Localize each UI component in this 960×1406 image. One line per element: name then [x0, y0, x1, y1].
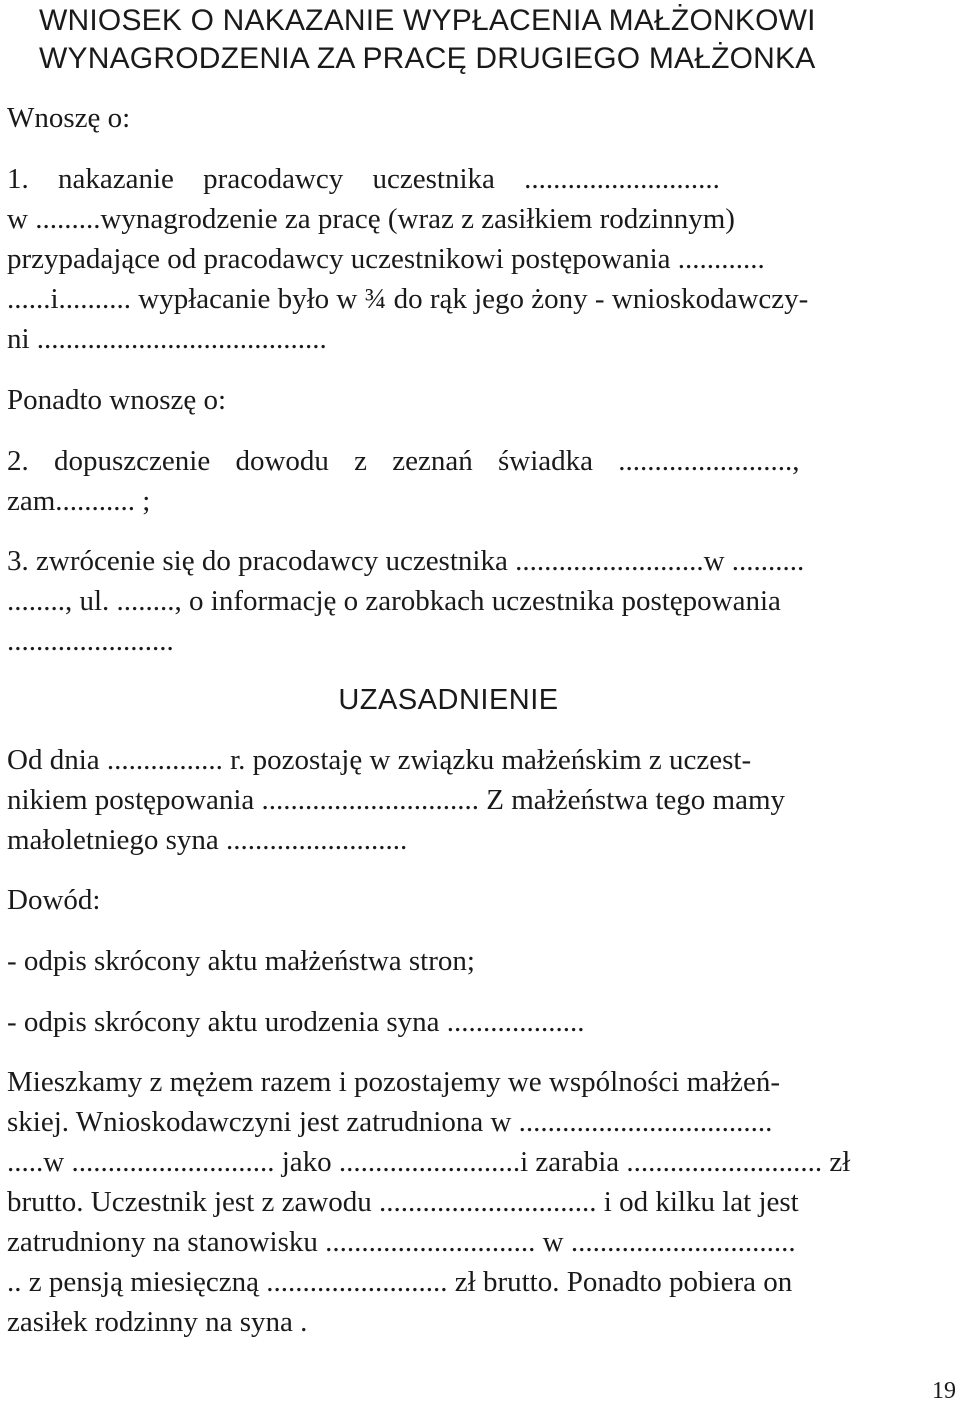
closing-line: .. z pensją miesięczną ......................... zł brutto. Ponadto pobiera on	[7, 1266, 793, 1298]
further-intro: Ponadto wnoszę o:	[7, 384, 227, 416]
closing-line: Mieszkamy z mężem razem i pozostajemy we wspólności małżeń-	[7, 1066, 781, 1098]
evidence-item: - odpis skrócony aktu urodzenia syna ...................	[7, 1006, 585, 1038]
justification-paragraph	[7, 740, 890, 860]
evidence-heading: Dowód:	[7, 884, 101, 916]
item-3	[7, 541, 890, 661]
item-1-line: ......i.......... wypłacanie było w ¾ do rąk jego żony - wnioskodawczy-	[7, 283, 809, 315]
document-page	[7, 0, 890, 1342]
item-3-line: ........, ul. ........, o informację o zarobkach uczestnika postępowania	[7, 585, 781, 617]
item-3-line: .......................	[7, 625, 174, 657]
title-line: WNIOSEK O NAKAZANIE WYPŁACENIA MAŁŻONKOWI	[39, 4, 816, 37]
document-title	[7, 0, 890, 78]
closing-line: brutto. Uczestnik jest z zawodu .............................. i od kilku lat jest	[7, 1186, 799, 1218]
closing-line: .....w ............................ jako .........................i zarabia ........................... zł	[7, 1146, 851, 1178]
item-2-line: zam........... ;	[7, 485, 151, 517]
page-number: 19	[932, 1378, 956, 1404]
item-1-line: ni ........................................	[7, 323, 327, 355]
item-2	[7, 441, 890, 521]
item-1-line: w .........wynagrodzenie za pracę (wraz z zasiłkiem rodzinnym)	[7, 203, 735, 235]
request-intro: Wnoszę o:	[7, 102, 131, 134]
evidence-item: - odpis skrócony aktu małżeństwa stron;	[7, 945, 475, 977]
item-1	[7, 159, 890, 359]
item-1-line: 1. nakazanie pracodawcy uczestnika ...........................	[7, 163, 720, 195]
closing-line: zatrudniony na stanowisku ............................. w ...............................	[7, 1226, 796, 1258]
item-3-line: 3. zwrócenie się do pracodawcy uczestnika ..........................w ..........	[7, 545, 805, 577]
closing-line: skiej. Wnioskodawczyni jest zatrudniona w ...................................	[7, 1106, 773, 1138]
item-2-line: 2. dopuszczenie dowodu z zeznań świadka ........................,	[7, 445, 800, 477]
closing-line: zasiłek rodzinny na syna .	[7, 1306, 308, 1338]
justification-heading: UZASADNIENIE	[338, 684, 559, 716]
item-1-line: przypadające od pracodawcy uczestnikowi postępowania ............	[7, 243, 765, 275]
justification-line: Od dnia ................ r. pozostaję w związku małżeńskim z uczest-	[7, 744, 752, 776]
title-line: WYNAGRODZENIA ZA PRACĘ DRUGIEGO MAŁŻONKA	[39, 42, 816, 75]
justification-line: nikiem postępowania .............................. Z małżeństwa tego mamy	[7, 784, 786, 816]
justification-line: małoletniego syna .........................	[7, 824, 408, 856]
closing-paragraph	[7, 1062, 890, 1342]
